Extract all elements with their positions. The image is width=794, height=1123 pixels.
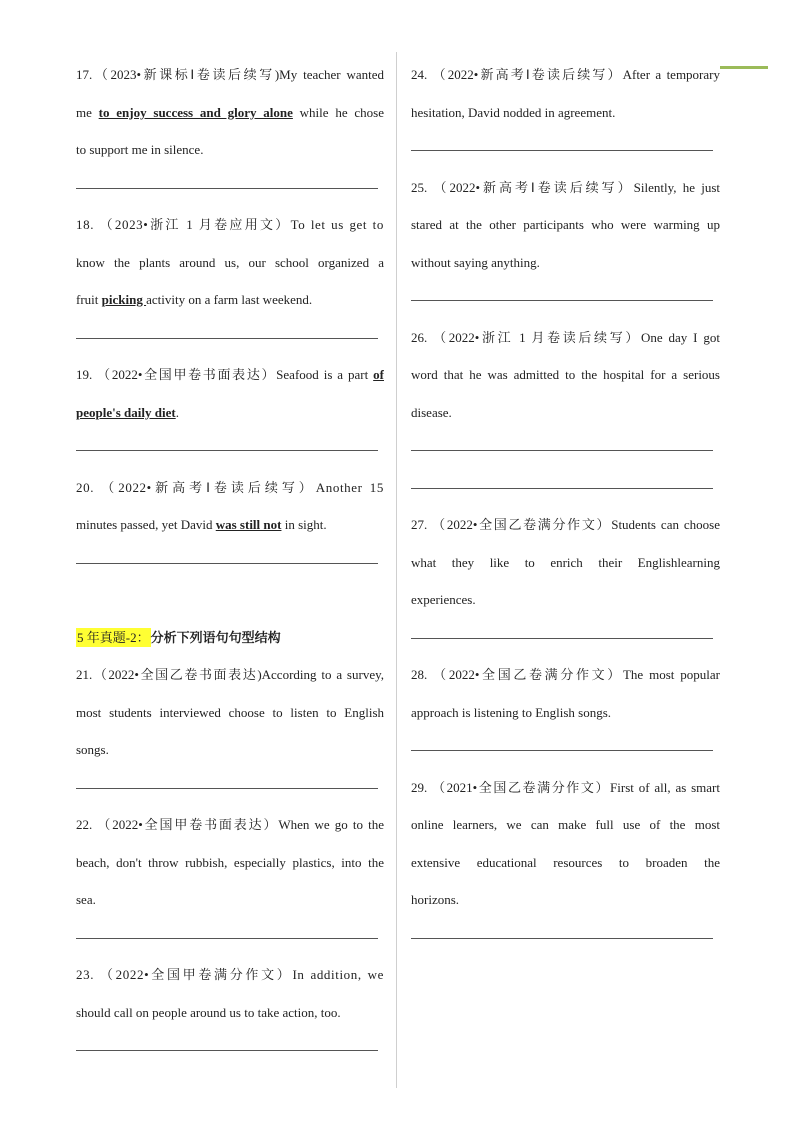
answer-line[interactable] [76, 919, 384, 957]
section-label: 5 年真题-2： [77, 629, 150, 645]
question-text: know the plants around us, our school organized a [76, 254, 384, 270]
question-21 [76, 656, 384, 806]
question-text: extensive educational resources to broaden the [411, 854, 720, 870]
question-text: disease. [411, 404, 452, 420]
question-25 [411, 169, 720, 319]
section-heading [76, 619, 384, 657]
question-text: horizons. [411, 892, 460, 907]
answer-line[interactable] [76, 1031, 384, 1069]
question-text: word that he was admitted to the hospital for a serious [411, 367, 720, 382]
question-text: 20. （2022•新高考Ⅰ卷读后续写）Another 15 [76, 479, 384, 495]
question-text: me to enjoy success and glory alone while he chose [76, 104, 384, 120]
question-text: experiences. [411, 592, 476, 607]
question-text: should call on people around us to take action, too. [76, 1004, 341, 1020]
answer-line[interactable] [76, 319, 384, 357]
header-accent-bar [720, 66, 768, 69]
answer-line[interactable] [76, 544, 384, 582]
question-text: 22. （2022•全国甲卷书面表达）When we go to the [76, 817, 384, 832]
question-text: 28. （2022•全国乙卷满分作文）The most popular [411, 667, 720, 682]
answer-line[interactable] [411, 731, 720, 769]
left-column [76, 56, 384, 1069]
question-text: 17.（2023•新课标Ⅰ卷读后续写)My teacher wanted [76, 67, 384, 82]
question-text: 21.（2022•全国乙卷书面表达)According to a survey, [76, 667, 384, 682]
question-text: 18. （2023•浙江 1 月卷应用文）To let us get to [76, 217, 384, 232]
question-23 [76, 956, 384, 1069]
question-text: 23. （2022•全国甲卷满分作文）In addition, we [76, 967, 384, 982]
question-19 [76, 356, 384, 469]
answer-line[interactable] [76, 169, 384, 207]
question-22 [76, 806, 384, 956]
question-text: stared at the other participants who were warming up [411, 217, 720, 232]
question-17 [76, 56, 384, 206]
question-27 [411, 506, 720, 656]
answer-line[interactable] [76, 769, 384, 807]
question-text: online learners, we can make full use of the most [411, 817, 720, 832]
question-24 [411, 56, 720, 169]
question-text: beach, don't throw rubbish, especially plastics, into the [76, 854, 384, 870]
question-text: 26. （2022•浙江 1 月卷读后续写）One day I got [411, 329, 720, 345]
answer-line[interactable] [411, 919, 720, 957]
question-text: 24. （2022•新高考Ⅰ卷读后续写）After a temporary [411, 67, 720, 82]
answer-line[interactable] [411, 619, 720, 657]
underlined-phrase: of [373, 367, 384, 382]
question-text: without saying anything. [411, 254, 540, 270]
answer-line[interactable] [76, 431, 384, 469]
answer-line[interactable] [411, 281, 720, 319]
question-text: to support me in silence. [76, 142, 204, 157]
underlined-phrase: people's daily diet [76, 404, 176, 420]
question-text: hesitation, David nodded in agreement. [411, 104, 616, 120]
underlined-phrase: was still not [215, 517, 282, 532]
question-text: 19. （2022•全国甲卷书面表达）Seafood is a part of [76, 367, 384, 382]
answer-line[interactable] [411, 131, 720, 169]
question-text: 29. （2021•全国乙卷满分作文）First of all, as smart [411, 779, 720, 795]
question-18 [76, 206, 384, 356]
question-text: minutes passed, yet David was still not in sight. [76, 517, 327, 532]
question-text: people's daily diet. [76, 404, 179, 420]
answer-line[interactable] [411, 469, 720, 507]
question-text: most students interviewed choose to listen to English [76, 704, 384, 720]
right-column [411, 56, 720, 956]
question-29 [411, 769, 720, 957]
question-text: fruit picking activity on a farm last weekend. [76, 292, 313, 307]
underlined-phrase: to enjoy success and glory alone [98, 104, 293, 120]
column-divider [396, 52, 397, 1088]
underlined-phrase: picking [101, 292, 147, 307]
question-text: sea. [76, 892, 96, 907]
question-text: 25. （2022•新高考Ⅰ卷读后续写）Silently, he just [411, 179, 720, 195]
question-28 [411, 656, 720, 769]
section-title: 分析下列语句句型结构 [150, 630, 281, 646]
answer-line[interactable] [411, 431, 720, 469]
question-text: what they like to enrich their Englishlearning [411, 554, 720, 570]
question-26 [411, 319, 720, 507]
question-text: approach is listening to English songs. [411, 704, 612, 720]
question-20 [76, 469, 384, 582]
question-text: songs. [76, 742, 109, 757]
question-text: 27. （2022•全国乙卷满分作文）Students can choose [411, 517, 720, 532]
